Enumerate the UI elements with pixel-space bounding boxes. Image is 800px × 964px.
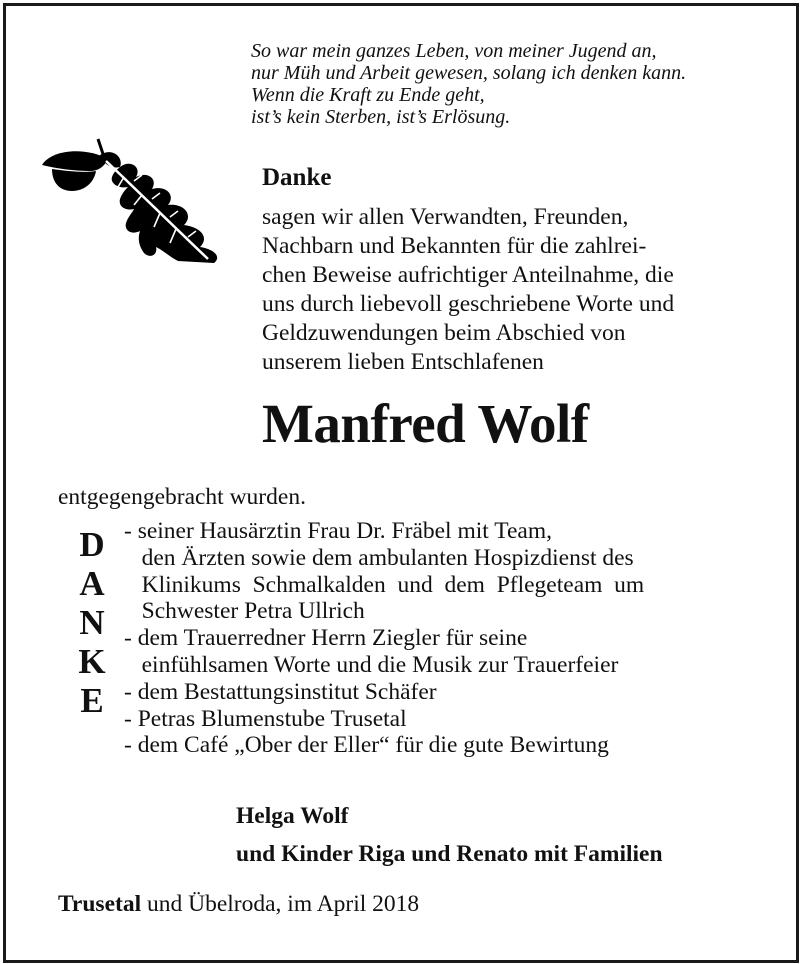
acrostic-letter: E (80, 681, 104, 720)
danke-acrostic (72, 525, 112, 720)
deceased-name: Manfred Wolf (262, 393, 589, 454)
signature-line-1: Helga Wolf (236, 803, 349, 829)
acrostic-letter: N (79, 603, 105, 642)
oak-leaf-icon (38, 131, 238, 263)
thanks-heading: Danke (262, 164, 332, 191)
thanks-intro: sagen wir allen Verwandten, Freunden, Nachbarn und Bekannten für die zahlrei- chen Beweise aufrichtiger Anteilnahme, die uns durch liebevoll geschriebene Worte und Geldzuwendungen beim Abschied von unserem lieben Entschlafenen (262, 204, 675, 375)
place-and-date (58, 891, 419, 918)
acrostic-letter: D (79, 525, 105, 564)
acrostic-letter: K (78, 642, 106, 681)
place-date: und Übelroda, im April 2018 (141, 891, 420, 917)
place-town: Trusetal (58, 891, 142, 917)
notice-frame (3, 3, 799, 963)
poem-quote: So war mein ganzes Leben, von meiner Jugend an, nur Müh und Arbeit gewesen, solang ich denken kann. Wenn die Kraft zu Ende geht, ist’s kein Sterben, ist’s Erlösung. (251, 40, 687, 128)
acrostic-letter: A (79, 564, 105, 603)
signature-line-2: und Kinder Riga und Renato mit Familien (236, 841, 663, 867)
thanks-list: - seiner Hausärztin Frau Dr. Fräbel mit Team, den Ärzten sowie dem ambulanten Hospizdienst des Klinikums Schmalkalden und dem Pflegeteam um Schwester Petra Ullrich - dem Trauerredner Herrn Ziegler für seine einfühlsamen Worte und die Musik zur Trauerfeier - dem Bestattungsinstitut Schäfer - Petras Blumenstube Trusetal - dem Café „Ober der Eller“ für die gute Bewirtung (124, 518, 645, 759)
intro-closing: entgegengebracht wurden. (58, 484, 306, 510)
